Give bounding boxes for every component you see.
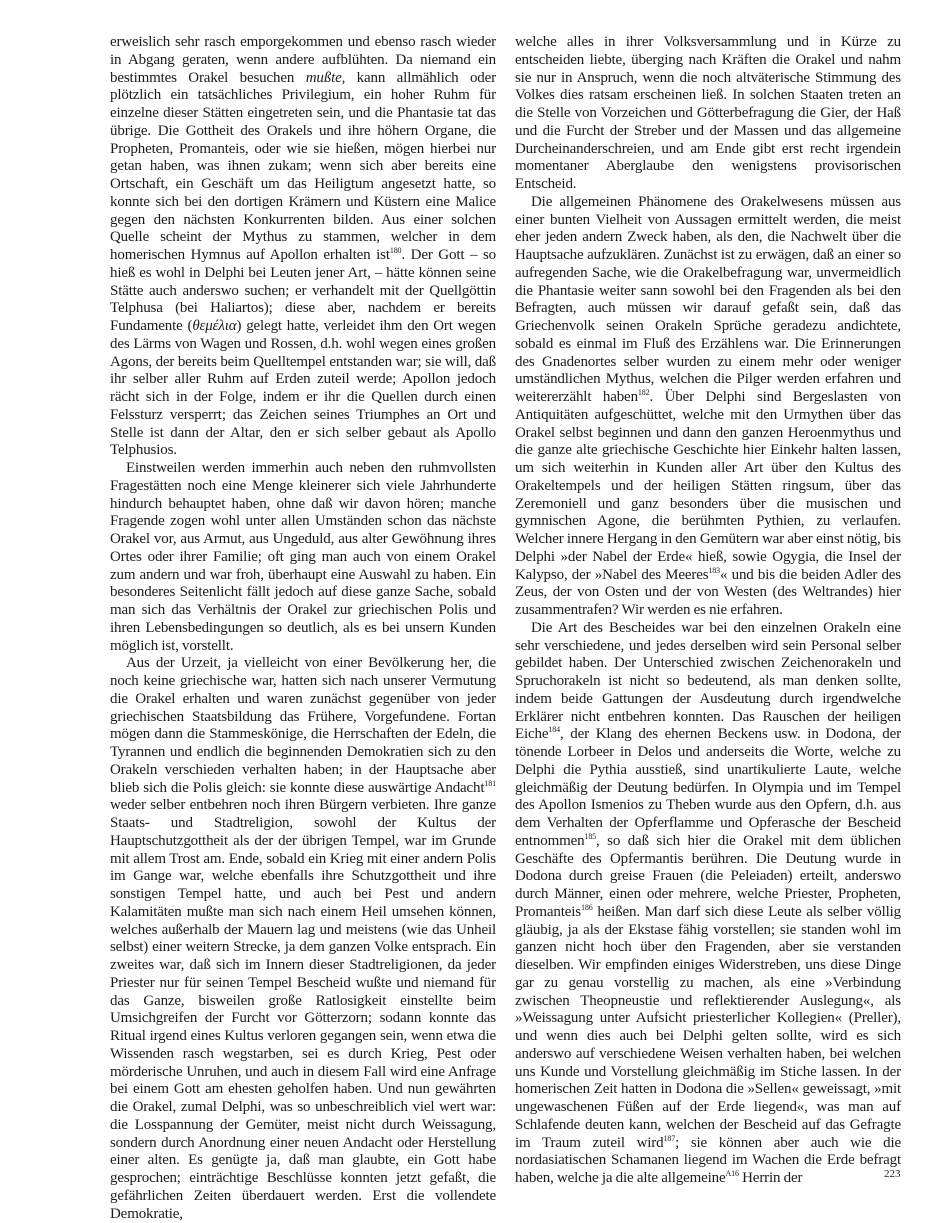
footnote-marker: 182 bbox=[637, 388, 650, 397]
footnote-marker: 184 bbox=[548, 725, 560, 735]
footnote-marker: 185 bbox=[584, 831, 597, 841]
emphasis-text: θεμέλια bbox=[192, 318, 237, 334]
paragraph bbox=[515, 620, 901, 1188]
text-run: kann allmählich oder plötzlich ein tatsächliches Privilegium, ein hoher Ruhm für einzelne dieser Stätten eingetreten sein, und die Phantasie tat das übrige. Die Gottheit des Orakels und ihre höhern Organe, die Propheten, Promanteis, oder wie sie hießen, mögen hierbei nur getan haben, was ihnen zukam; wenn sich aber bereits eine Ortschaft, ein Geschäft um das Heiligtum angesetzt hatte, so konnte sich bei den dortigen Krämern und Küstern eine Malice gegen den nächsten Konkurrenten bilden. Aus einer solchen Quelle scheint der Mythus zu stammen, welcher in dem homerischen Hymnus auf Apollon erhalten ist bbox=[110, 69, 496, 263]
text-run: Herrin der bbox=[738, 1170, 803, 1186]
text-run: ; sie können aber auch wie die nordasiatischen Schamanen liegend im Wachen die Erde befragt haben, welche ja die alte allgemeine bbox=[515, 1134, 901, 1186]
paragraph bbox=[110, 655, 496, 1223]
right-text-column bbox=[515, 34, 901, 1188]
text-run: Die Art des Bescheides war bei den einzelnen Orakeln eine sehr verschiedene, und jedes derselben wird sein Personal selber gebildet haben. Der Unterschied zwischen Zeichenorakeln und Spruchorakeln ist nicht so bedeutend, als man denken sollte, indem beide Gattungen der Ausdeutung durch irgendwelche Erklärer nicht entbehren konnten. Das Rauschen der heiligen Eiche bbox=[515, 619, 901, 743]
paragraph bbox=[515, 194, 901, 620]
text-run: Die allgemeinen Phänomene des Orakelwesens müssen aus einer bunten Vielheit von Aussagen ermittelt werden, die meist eher jeden andern Zweck haben, als den, die Nachwelt über die Hauptsache aufzuklären. Zunächst ist zu erwägen, daß an einer so aufregenden Sache, wie die Orakelbefragung war, unvermeidlich die Phantasie weiter sann sowohl bei den Fragenden als bei den Befragten, auch müssen wir darauf gefaßt sein, daß das Griechenvolk seinen Orakeln Sprüche geradezu andichtete, sobald es einmal im Fluß des Erzählens war. Die Erinnerungen des Gnadenortes selber wurden zu einem mehr oder weniger umständlichen Mythus, welchen die Pilger werden erfahren und weitererzählt haben bbox=[515, 193, 901, 405]
text-run: ) gelegt hatte, verleidet ihm den Ort wegen des Lärms von Wagen und Rossen, d.h. wohl wegen eines großen Agons, der bereits beim Quelltempel entstanden war; sie will, daß ihr selber aller Ruhm auf Erden zuteil werde; Apollon jedoch rächt sich in der Folge, indem er ihr die Quellen durch einen Felssturz versperrt; das Zeichen seines Triumphes an Ort und Stelle ist dann der Altar, den er sich selber gebaut als Apollo Telphusios. bbox=[110, 318, 496, 459]
page-number: 223 bbox=[884, 1168, 901, 1180]
paragraph bbox=[515, 34, 901, 194]
paragraph bbox=[110, 460, 496, 655]
text-run: erweislich sehr rasch emporgekommen und ebenso rasch wieder in Abgang geraten, wenn andere aufblühten. Da niemand ein bestimmtes Orakel besuchen bbox=[110, 34, 496, 86]
text-run: « und bis die beiden Adler des Zeus, der von Osten und der von Westen (des Weltrandes) hier zusammentrafen? Wir werden es nie erfahren. bbox=[515, 566, 901, 618]
text-run: . Der Gott – so hieß es wohl in Delphi bei Leuten jener Art, – hätte können seine Stätte auch anderswo suchen; er verhandelt mit der Quellgöttin Telphusa (bei Haliartos); diese aber, nachdem er bereits Fundamente ( bbox=[110, 247, 496, 334]
footnote-marker: 181 bbox=[484, 778, 496, 788]
text-run: , so daß sich hier die Orakel mit dem üblichen Geschäfte des Opfermantis berühren. Die Deutung wurde in Dodona durch greise Frauen (die Peleiaden) erteilt, anderswo durch Männer, einen oder mehrere, welche Priester, Propheten, Promanteis bbox=[515, 832, 901, 920]
emphasis-text: mußte, bbox=[305, 69, 346, 86]
footnote-marker: 187 bbox=[663, 1133, 676, 1143]
left-text-column bbox=[110, 34, 496, 1223]
footnote-marker: 180 bbox=[389, 246, 402, 255]
footnote-marker: 186 bbox=[581, 902, 593, 912]
text-run: Einstweilen werden immerhin auch neben den ruhmvollsten Fragestätten noch eine Menge kleinerer sich viele Jahrhunderte hindurch behauptet haben, ohne daß wir davon hören; manche Fragende zogen wohl unter allen Umständen schon das nächste Orakel vor, aus Armut, aus Ungeduld, aus alter Gewöhnung ihres Ortes oder ihrer Familie; oft ging man auch von einem Orakel zum andern und war froh, überhaupt eine Auswahl zu haben. Ein besonderes Seitenlicht fällt jedoch auf diese ganze Sache, sobald man sich das Verhältnis der Orakel zur griechischen Polis und ihren Lebensbedingungen so deutlich, als es bei unsern Kunden möglich ist, vorstellt. bbox=[110, 460, 496, 654]
footnote-marker: A16 bbox=[725, 1169, 739, 1178]
text-run: welche alles in ihrer Volksversammlung und in Kürze zu entscheiden liebte, überging nach Kräften die Orakel und nahm sie nur in Anspruch, wenn die noch altväterische Stimmung des Volkes dies ratsam erscheinen ließ. In solchen Staaten treten an die Stelle von Vorzeichen und Götterbefragung die Gier, der Haß und die Furcht der Streber und der Massen und das allgemeine Durcheinanderschreien, und am Ende gibt erst recht irgendein momentaner Aberglaube den wenigstens provisorischen Entscheid. bbox=[515, 34, 901, 192]
text-run: Aus der Urzeit, ja vielleicht von einer Bevölkerung her, die noch keine griechische war, hatten sich nach unserer Vermutung die Orakel erhalten und waren zunächst gegenüber von jeder griechischen Staatsbildung das Frühere, Vorgefundene. Fortan mögen dann die Stammeskönige, die Herrschaften der Edeln, die Tyrannen und endlich die beginnenden Demokratien sich zu den Orakeln verschieden verhalten haben; in der Hauptsache aber blieb sich die Polis gleich: sie konnte diese auswärtige Andacht bbox=[110, 655, 496, 796]
text-run: . Über Delphi sind Bergeslasten von Antiquitäten aufgeschüttet, welche mit den Urmythen über das Orakel selbst beginnen und dann den ganzen Heroenmythus und die ganze alte griechische Geschichte hier Einkehr halten lassen, um sich weiterhin in Kunden aller Art über den Kultus des Orakeltempels und der heiligen Stätten ringsum, über das Zeremoniell und ganz besonders über die musischen und gymnischen Agone, die berühmten Pythien, zu verlaufen. Welcher innere Hergang in den Gemütern war aber einst nötig, bis Delphi »der Nabel der Erde« hieß, sowie Ogygia, die Insel der Kalypso, der »Nabel des Meeres bbox=[515, 389, 902, 583]
text-run: , der Klang des ehernen Beckens usw. in Dodona, der tönende Lorbeer in Delos und anderseits die Worte, welche zu Delphi die Pythia ausstieß, sind unartikulierte Laute, welche gleichmäßig der Deutung bedürfen. In Olympia und im Tempel des Apollon Ismenios zu Theben wurde aus den Opfern, d.h. aus dem Verhalten der Opferflamme und Opferasche der Bescheid entnommen bbox=[515, 726, 901, 849]
text-run: weder selber entbehren noch ihren Bürgern verbieten. Ihre ganze Staats- und Stadtreligion, sowohl der Kultus der Hauptschutzgottheit als der der übrigen Tempel, war im Grunde mit allem Trost am. Ende, sobald ein Krieg mit einer andern Polis im Gange war, welche ebenfalls ihre Schutzgottheit und ihre sonstigen Tempel hatte, und auch bei Pest und andern Kalamitäten mußte man sich nach einem Heil umsehen können, welches außerhalb der Mauern lag und meistens (wie das Unheil selbst) einer weitern Strecke, ja dem ganzen Volke entsprach. Ein zweites war, daß sich im Innern dieser Stadtreligionen, da jeder Priester nur für seinen Tempel Bescheid wußte und niemand für das Ganze, bisweilen große Ratlosigkeit einstellte beim Umsichgreifen der Furcht vor Götterzorn; sodann konnte das Ritual irgend eines Kultus verloren gegangen sein, wenn etwa die Wissenden rasch wegstarben, sei es durch Krieg, Pest oder mörderische Unruhen, und auch in diesem Fall wird eine Anfrage bei einem Gott am ehesten geholfen haben. Und nun gewährten die Orakel, zumal Delphi, was so unbeschreiblich viel wert war: die Losspannung der Gemüter, meist nicht durch Weissagung, sondern durch Anordnung einer neuen Andacht oder Herstellung einer alten. Es genügte ja, daß man glaubte, ein Gott habe gesprochen; einträchtige Beschlüsse konnten jetzt gefaßt, die gefährlichen Zeiten überdauert werden. Erst die vollendete Demokratie, bbox=[110, 797, 496, 1222]
paragraph bbox=[110, 34, 496, 460]
footnote-marker: 183 bbox=[708, 565, 720, 575]
text-run: heißen. Man darf sich diese Leute als selber völlig gläubig, ja als der Ekstase fähig vorstellen; sie standen wohl im ganzen nicht hoch über den Fragenden, aber sie verstanden dieselben. Wir empfinden einiges Widerstreben, uns diese Dinge gar zu genau vorstellig zu machen, als eine »Verbindung zwischen Theopneustie und reflektierender Auslegung«, als »Weissagung unter Aufsicht priesterlicher Kollegien« (Preller), und wenn dies auch bei Delphi gelten sollte, wird es sich anderswo auf verschiedene Weisen verhalten haben, bei welchen uns Kunde und Vorstellung gleichmäßig im Stiche lassen. In der homerischen Zeit hatten in Dodona die »Sellen« geweissagt, »mit ungewaschenen Füßen auf der Erde liegend«, was man auf Schlafende deuten kann, welchen der Bescheid auf das Gefragte im Traum zuteil wird bbox=[515, 903, 901, 1151]
